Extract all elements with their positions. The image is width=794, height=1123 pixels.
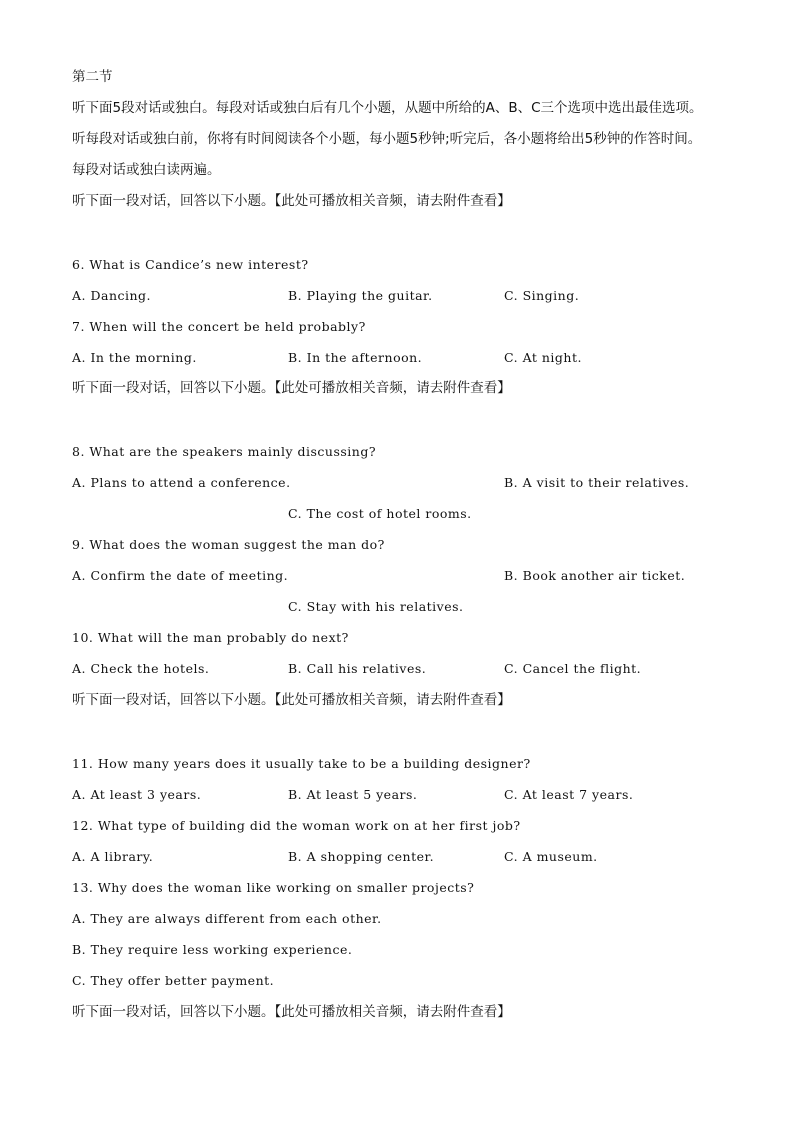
option-c: C. At night. [504, 350, 582, 365]
option-a: A. At least 3 years. [72, 787, 202, 802]
option-a: A. Plans to attend a conference. [72, 475, 291, 490]
option-b: B. They require less working experience. [72, 942, 353, 957]
option-c: C. Stay with his relatives. [288, 599, 464, 614]
section-instruction-line: 听下面5段对话或独白。每段对话或独白后有几个小题，从题中所给的A、B、C三个选项中选出最佳选项。 [72, 100, 703, 116]
dialogue-instruction: 听下面一段对话，回答以下小题。【此处可播放相关音频，请去附件查看】 [72, 193, 511, 209]
option-c: C. A museum. [504, 849, 598, 864]
question-6: 6. What is Candice’s new interest? [72, 257, 309, 272]
option-b: B. Book another air ticket. [504, 568, 686, 583]
dialogue-instruction: 听下面一段对话，回答以下小题。【此处可播放相关音频，请去附件查看】 [72, 1004, 511, 1020]
option-c: C. The cost of hotel rooms. [288, 506, 472, 521]
question-10: 10. What will the man probably do next? [72, 630, 349, 645]
dialogue-instruction: 听下面一段对话，回答以下小题。【此处可播放相关音频，请去附件查看】 [72, 692, 511, 708]
option-b: B. A shopping center. [288, 849, 435, 864]
option-b: B. At least 5 years. [288, 787, 418, 802]
section-instruction-line: 听每段对话或独白前，你将有时间阅读各个小题，每小题5秒钟;听完后，各小题将给出5秒钟的作答时间。 [72, 131, 702, 147]
option-a: A. Check the hotels. [72, 661, 210, 676]
dialogue-instruction: 听下面一段对话，回答以下小题。【此处可播放相关音频，请去附件查看】 [72, 380, 511, 396]
option-c: C. At least 7 years. [504, 787, 634, 802]
option-b: B. A visit to their relatives. [504, 475, 690, 490]
option-a: A. They are always different from each other. [72, 911, 382, 926]
option-b: B. Call his relatives. [288, 661, 427, 676]
option-b: B. Playing the guitar. [288, 288, 433, 303]
option-a: A. Confirm the date of meeting. [72, 568, 289, 583]
option-a: A. A library. [72, 849, 154, 864]
question-9: 9. What does the woman suggest the man do? [72, 537, 385, 552]
question-13: 13. Why does the woman like working on smaller projects? [72, 880, 475, 895]
section-title: 第二节 [72, 69, 113, 85]
option-a: A. Dancing. [72, 288, 152, 303]
section-instruction-line: 每段对话或独白读两遍。 [72, 162, 221, 178]
option-a: A. In the morning. [72, 350, 197, 365]
option-c: C. Cancel the flight. [504, 661, 642, 676]
option-c: C. Singing. [504, 288, 580, 303]
question-12: 12. What type of building did the woman work on at her first job? [72, 818, 521, 833]
option-c: C. They offer better payment. [72, 973, 275, 988]
question-8: 8. What are the speakers mainly discussing? [72, 444, 377, 459]
question-11: 11. How many years does it usually take to be a building designer? [72, 756, 531, 771]
question-7: 7. When will the concert be held probably? [72, 319, 366, 334]
option-b: B. In the afternoon. [288, 350, 423, 365]
